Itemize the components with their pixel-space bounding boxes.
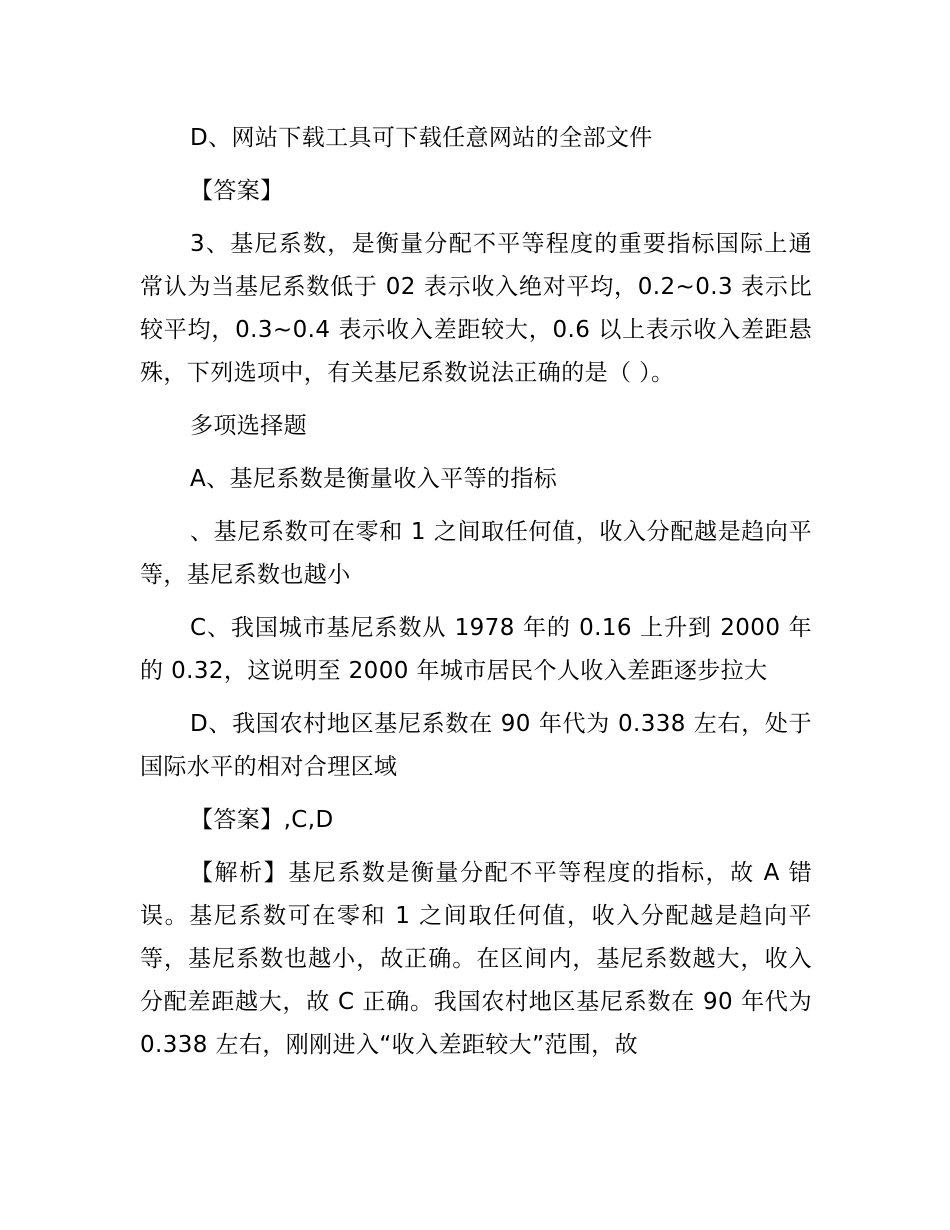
option-d: D、我国农村地区基尼系数在 90 年代为 0.338 左右，处于国际水平的相对合理区域 — [140, 711, 812, 780]
option-a: A、基尼系数是衡量收入平等的指标 — [190, 466, 558, 492]
answer-label-previous-question: 【答案】 — [190, 178, 284, 204]
question-type: 多项选择题 — [190, 413, 307, 439]
analysis: 【解析】基尼系数是衡量分配不平等程度的指标，故 A 错误。基尼系数可在零和 1 之间取任何值，收入分配越是趋向平等，基尼系数也越小，故正确。在区间内，基尼系数越大，收入分配差距越大，故 C 正确。我国农村地区基尼系数在 90 年代为 0.338 左右，刚刚进入“收入差距较大”范围，故 — [140, 860, 812, 1058]
question-3-stem: 3、基尼系数，是衡量分配不平等程度的重要指标国际上通常认为当基尼系数低于 02 表示收入绝对平均，0.2~0.3 表示比较平均，0.3~0.4 表示收入差距较大，0.6 以上表示收入差距悬殊，下列选项中，有关基尼系数说法正确的是（ ）。 — [140, 231, 812, 386]
option-b: 、基尼系数可在零和 1 之间取任何值，收入分配越是趋向平等，基尼系数也越小 — [140, 519, 812, 588]
option-c: C、我国城市基尼系数从 1978 年的 0.16 上升到 2000 年的 0.32，这说明至 2000 年城市居民个人收入差距逐步拉大 — [140, 615, 812, 684]
document-body — [140, 117, 812, 1077]
answer: 【答案】,C,D — [190, 807, 334, 833]
option-d-previous-question: D、网站下载工具可下载任意网站的全部文件 — [190, 125, 653, 151]
